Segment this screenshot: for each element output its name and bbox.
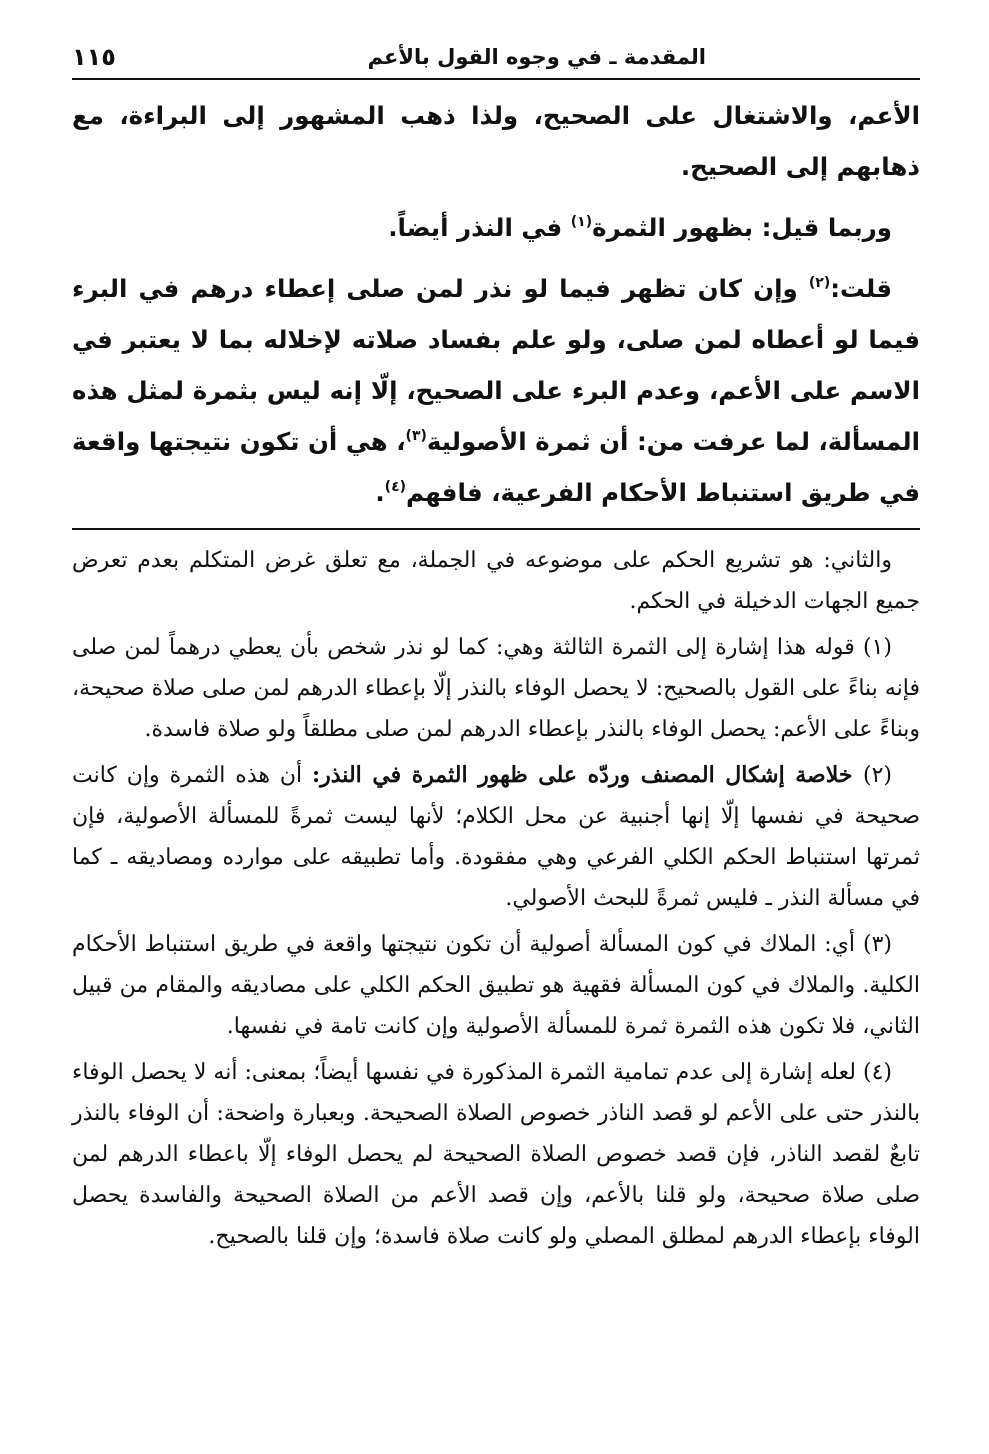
footnote-1-text: قوله هذا إشارة إلى الثمرة الثالثة وهي: كما لو نذر شخص بأن يعطي درهماً لمن صلى فإنه بناءً على القول بالصحيح: لا يحصل الوفاء بالنذر إلّا بإعطاء الدرهم لمن صلى صلاة صحيحة، وبناءً على الأعم: يحصل الوفاء بالنذر بإعطاء الدرهم لمن صلى مطلقاً ولو صلاة فاسدة. (72, 635, 920, 742)
footnote-2-marker: (٢) (862, 763, 892, 788)
main-paragraph-3-text-d: . (375, 478, 385, 507)
main-paragraph-3-text-b: وإن كان تظهر فيما لو نذر لمن صلى إعطاء درهم في البرء فيما لو أعطاه لمن صلى، ولو علم بفساد صلاته لإخلاله بما لا يعتبر في الاسم على الأعم، وعدم البرء على الصحيح، إلّا إنه ليس بثمرة لمثل هذه المسألة، لما عرفت من: أن ثمرة الأصولية (72, 274, 920, 456)
running-title: المقدمة ـ في وجوه القول بالأعم (367, 45, 706, 69)
footnote-2 (72, 755, 920, 919)
footnote-ref-3[interactable]: (٣) (405, 428, 427, 444)
footnote-3-marker: (٣) (862, 932, 892, 957)
main-paragraph-2-text-a: وربما قيل: بظهور الثمرة (592, 213, 892, 242)
footnote-1 (72, 627, 920, 750)
main-paragraph-2 (72, 202, 920, 253)
footnote-separator (72, 528, 920, 530)
book-page (72, 36, 920, 1262)
footnote-ref-2[interactable]: (٢) (808, 275, 831, 291)
footnote-ref-4[interactable]: (٤) (384, 479, 407, 495)
main-paragraph-3 (72, 263, 920, 518)
footnote-4-text: لعله إشارة إلى عدم تمامية الثمرة المذكورة في نفسها أيضاً؛ بمعنى: أنه لا يحصل الوفاء بالنذر حتى على الأعم لو قصد الناذر خصوص الصلاة الصحيحة. وبعبارة واضحة: أن الوفاء بالنذر تابعٌ لقصد الناذر، فإن قصد خصوص الصلاة الصحيحة لم يحصل الوفاء إلّا باعطاء الدرهم لمن صلى صلاة صحيحة، ولو قلنا بالأعم، وإن قصد الأعم من الصلاة الصحيحة والفاسدة يحصل الوفاء بإعطاء الدرهم لمطلق المصلي ولو كانت صلاة فاسدة؛ وإن قلنا بالصحيح. (72, 1060, 920, 1249)
footnote-2-text: أن هذه الثمرة وإن كانت صحيحة في نفسها إلّا إنها أجنبية عن محل الكلام؛ لأنها ليست ثمرةً للمسألة الأصولية، فإن ثمرتها استنباط الحكم الكلي الفرعي وهي مفقودة. وأما تطبيقه على موارده ومصاديقه ـ كما في مسألة النذر ـ فليس ثمرةً للبحث الأصولي. (72, 763, 920, 911)
footnote-4-marker: (٤) (862, 1060, 892, 1085)
main-paragraph-2-text-b: في النذر أيضاً. (388, 213, 571, 242)
footnote-ref-1[interactable]: (١) (570, 214, 593, 230)
footnote-3-text: أي: الملاك في كون المسألة أصولية أن تكون نتيجتها واقعة في طريق استنباط الأحكام الكلية. والملاك في كون المسألة فقهية هو تطبيق الحكم الكلي على مصاديقه والمقام من قبيل الثاني، فلا تكون هذه الثمرة ثمرة للمسألة الأصولية وإن كانت تامة في نفسها. (72, 932, 920, 1039)
footnote-3 (72, 924, 920, 1047)
footnote-4 (72, 1052, 920, 1257)
footnote-1-marker: (١) (862, 635, 892, 660)
main-text (72, 90, 920, 518)
footnotes (72, 540, 920, 1257)
page-number: ١١٥ (72, 43, 116, 71)
main-paragraph-1: الأعم، والاشتغال على الصحيح، ولذا ذهب المشهور إلى البراءة، مع ذهابهم إلى الصحيح. (72, 101, 920, 181)
page-header (72, 36, 920, 80)
footnote-continuation: والثاني: هو تشريع الحكم على موضوعه في الجملة، مع تعلق غرض المتكلم بعدم تعرض جميع الجهات الدخيلة في الحكم. (72, 548, 920, 614)
main-paragraph-3-text-a: قلت: (830, 274, 892, 303)
main-paragraph-3-text-c: ، هي أن تكون نتيجتها واقعة في طريق استنباط الأحكام الفرعية، فافهم (72, 427, 920, 507)
footnote-2-heading: خلاصة إشكال المصنف وردّه على ظهور الثمرة في النذر: (312, 762, 863, 788)
